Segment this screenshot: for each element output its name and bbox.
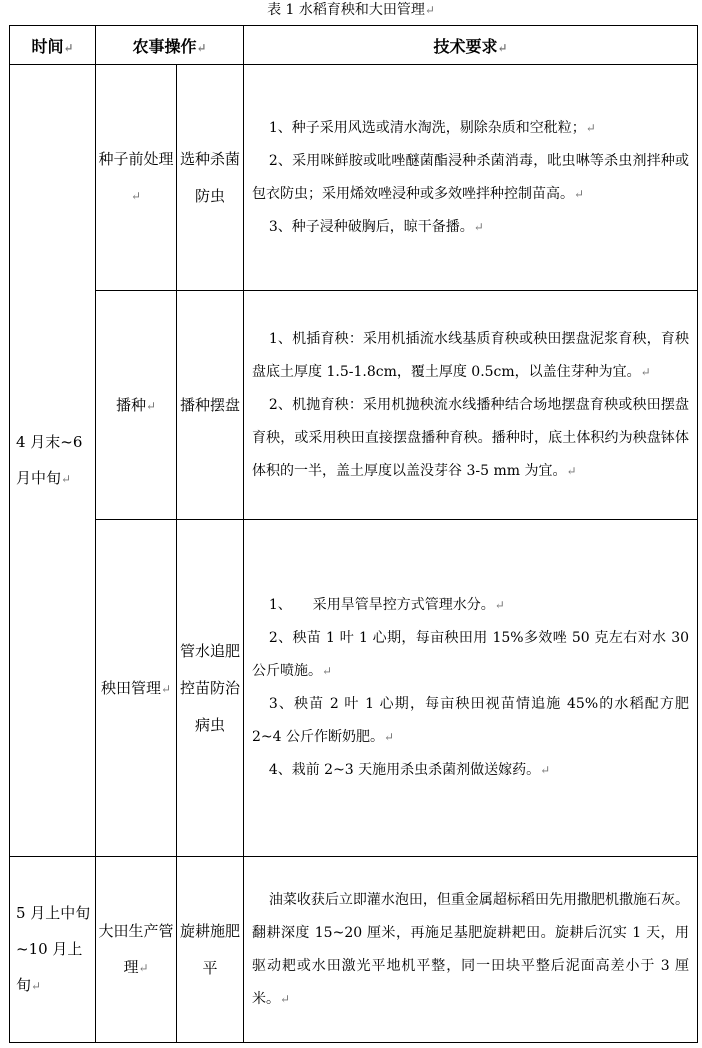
sub-operation-cell: 旋耕施肥平 — [177, 857, 244, 1043]
operation-cell: 大田生产管理↵ — [96, 857, 177, 1043]
requirement-item: 1、 采用旱管旱控方式管理水分。↵ — [268, 597, 505, 613]
requirement-item: 2、机抛育秧：采用机抛秧流水线播种结合场地摆盘育秧或秧田摆盘育秧，或采用秧田直接摆盘播种育秧。播种时，底土体积约为秧盘钵体体积的一半，盖土厚度以盖没芽谷 3-5 mm 为宜。↵ — [252, 396, 690, 479]
operation-cell: 播种↵ — [96, 291, 177, 520]
sub-operation-cell: 播种摆盘 — [177, 291, 244, 520]
requirement-item: 油菜收获后立即灌水泡田，但重金属超标稻田先用撒肥机撒施石灰。翻耕深度 15~20 厘米，再施足基肥旋耕耙田。旋耕后沉实 1 天，用驱动耙或水田激光平地机平整，同一田块平整后泥面高差小于 3 厘米。↵ — [252, 891, 690, 1007]
header-time: 时间↵ — [10, 26, 96, 65]
time-cell: 5 月上中旬~10 月上旬↵ — [10, 857, 96, 1043]
requirement-item: 4、栽前 2~3 天施用杀虫杀菌剂做送嫁药。↵ — [268, 762, 551, 778]
sub-operation-cell: 选种杀菌防虫 — [177, 65, 244, 291]
table-row — [10, 520, 698, 857]
header-row — [10, 26, 698, 65]
requirement-item: 3、种子浸种破胸后，晾干备播。↵ — [268, 218, 484, 235]
requirements-cell — [244, 291, 698, 520]
operation-cell: 种子前处理↵ — [96, 65, 177, 291]
header-requirements: 技术要求↵ — [244, 26, 698, 65]
table-row — [10, 291, 698, 520]
requirements-cell — [244, 857, 698, 1043]
requirement-item: 1、机插育秧：采用机插流水线基质育秧或秧田摆盘泥浆育秧，育秧盘底土厚度 1.5-1.8cm，覆土厚度 0.5cm，以盖住芽种为宜。↵ — [252, 330, 690, 380]
requirement-item: 2、采用咪鲜胺或吡唑醚菌酯浸种杀菌消毒，吡虫啉等杀虫剂拌种或包衣防虫；采用烯效唑浸种或多效唑拌种控制苗高。↵ — [252, 152, 690, 202]
operation-cell: 秧田管理↵ — [96, 520, 177, 857]
table-row — [10, 65, 698, 291]
requirement-item: 3、秧苗 2 叶 1 心期，每亩秧田视苗情追施 45%的水稻配方肥 2~4 公斤作断奶肥。↵ — [252, 696, 690, 745]
time-cell: 4 月末~6 月中旬↵ — [10, 65, 96, 857]
table-caption: 表 1 水稻育秧和大田管理↵ — [267, 2, 435, 18]
sub-operation-cell: 管水追肥控苗防治病虫 — [177, 520, 244, 857]
header-operation: 农事操作↵ — [96, 26, 244, 65]
table-row — [10, 857, 698, 1043]
requirement-item: 2、秧苗 1 叶 1 心期，每亩秧田用 15%多效唑 50 克左右对水 30 公斤喷施。↵ — [252, 630, 690, 679]
requirements-cell — [244, 520, 698, 857]
requirement-item: 1、种子采用风选或清水淘洗，剔除杂质和空秕粒；↵ — [268, 119, 596, 136]
management-table — [9, 25, 698, 1043]
requirements-cell — [244, 65, 698, 291]
